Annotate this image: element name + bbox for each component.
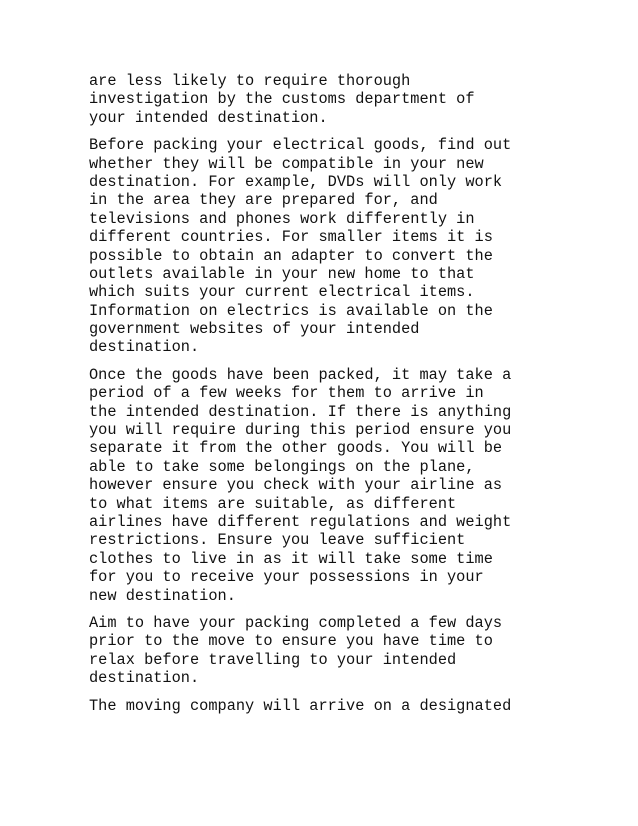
text-line: whether they will be compatible in your new	[89, 154, 484, 173]
paragraph-customs	[89, 72, 559, 127]
text-line: restrictions. Ensure you leave sufficient	[89, 531, 466, 550]
paragraph-packing-completed	[89, 614, 559, 688]
paragraph-moving-company	[89, 697, 559, 715]
document-page	[89, 72, 559, 724]
text-line: the intended destination. If there is anything	[89, 402, 512, 421]
text-line: airlines have different regulations and weight	[89, 512, 512, 531]
text-line: government websites of your intended	[89, 320, 420, 339]
text-line: outlets available in your new home to that	[89, 264, 475, 283]
text-line: prior to the move to ensure you have time to	[89, 632, 493, 651]
text-line: which suits your current electrical items.	[89, 283, 475, 302]
text-line: different countries. For smaller items it is	[89, 228, 493, 247]
text-line: your intended destination.	[89, 108, 328, 127]
text-line: destination. For example, DVDs will only work	[89, 172, 503, 191]
text-line: Once the goods have been packed, it may take a	[89, 365, 512, 384]
text-line: you will require during this period ensure you	[89, 421, 512, 440]
text-line: Aim to have your packing completed a few days	[89, 613, 503, 632]
text-line: separate it from the other goods. You will be	[89, 439, 503, 458]
paragraph-electrical-goods	[89, 136, 559, 357]
text-line: however ensure you check with your airline as	[89, 476, 503, 495]
text-line: relax before travelling to your intended	[89, 650, 457, 669]
text-line: to what items are suitable, as different	[89, 494, 457, 513]
text-line: televisions and phones work differently in	[89, 209, 475, 228]
text-line: investigation by the customs department of	[89, 90, 475, 109]
text-line: The moving company will arrive on a designated	[89, 696, 512, 715]
text-line: Information on electrics is available on the	[89, 301, 493, 320]
text-line: destination.	[89, 669, 200, 688]
text-line: clothes to live in as it will take some time	[89, 549, 493, 568]
text-line: Before packing your electrical goods, find out	[89, 136, 512, 155]
text-line: destination.	[89, 338, 200, 357]
paragraph-shipping-period	[89, 366, 559, 605]
text-line: able to take some belongings on the plane,	[89, 457, 475, 476]
text-line: in the area they are prepared for, and	[89, 191, 438, 210]
text-line: period of a few weeks for them to arrive in	[89, 384, 484, 403]
text-line: possible to obtain an adapter to convert the	[89, 246, 493, 265]
text-line: are less likely to require thorough	[89, 72, 411, 90]
text-line: new destination.	[89, 586, 236, 605]
text-line: for you to receive your possessions in your	[89, 568, 484, 587]
